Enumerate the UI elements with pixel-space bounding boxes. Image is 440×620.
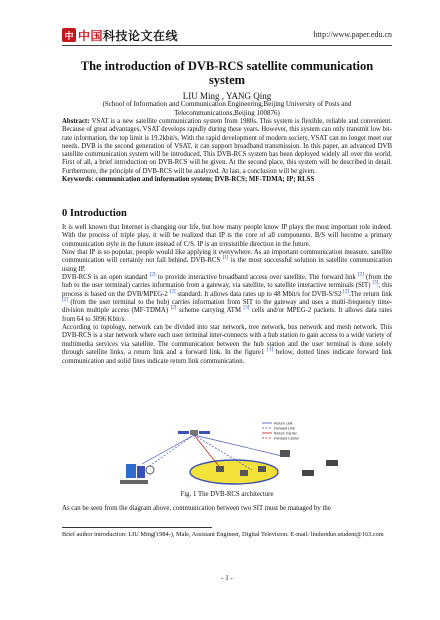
- citation-link[interactable]: [2]: [62, 297, 68, 303]
- header-rule: [62, 45, 392, 46]
- citation-link[interactable]: [1]: [267, 347, 274, 353]
- paragraph-1: It is well known that Internet is changing our life, but how many people know IP plays the most important role indeed. With the process of triple play, it will be realized that IP is the core of all components. B/S will become a primary communication style in the future instead of C/S. IP is an irresistible direction in the future.: [62, 224, 392, 248]
- citation-link[interactable]: [3]: [372, 281, 379, 287]
- keywords-text: communication and information system; DVB-RCS; MF-TDMA; IP; RLSS: [95, 176, 315, 184]
- section-heading-introduction: 0 Introduction: [62, 208, 127, 219]
- footnote-rule: [62, 527, 212, 528]
- svg-text:Forward Carrier: Forward Carrier: [274, 436, 300, 441]
- citation-link[interactable]: [2]: [169, 289, 176, 295]
- remote-terminals-icon: [280, 450, 338, 476]
- abstract-label: Abstract:: [62, 118, 90, 125]
- link-line: [194, 435, 282, 456]
- logo-mark-icon: 中: [62, 28, 76, 42]
- logo-text-red: 中国: [78, 28, 104, 43]
- page-header: [62, 27, 392, 43]
- paragraph-4: According to topology, network can be divided into star network, tree network, bus network and mesh network. This DVB-RCS is a star network where each user terminal inter-connects with a hub station to gain access to a wide variety of multimedia services via satellite. The communication between the hub station and the user terminal is done solely through satellite links, a return link and a forward link. In the figure1 [1] below, dotted lines indicate forward link communication and solid lines indicate return link communication.: [62, 324, 392, 365]
- figure-caption: Fig. 1 The DVB-RCS architecture: [180, 491, 274, 498]
- link-line: [142, 435, 194, 464]
- paper-affiliation: (School of Information and Communication Engineering,Beijing University of Posts and Telecommunications,Beijing 100876): [102, 100, 352, 117]
- site-logo[interactable]: [62, 27, 178, 43]
- svg-text:Return Link: Return Link: [274, 421, 293, 426]
- dvb-rcs-architecture-figure: [112, 420, 348, 488]
- site-url[interactable]: http://www.paper.edu.cn: [313, 30, 392, 39]
- hub-station-icon: [120, 464, 154, 484]
- citation-link[interactable]: [2]: [170, 306, 177, 312]
- logo-text-black: 科技论文在线: [103, 28, 179, 43]
- paragraph-2: Now that IP is so popular, people would like applying it everywhere. As an important communication measure, satellite communication will certainly not fall behind. DVB-RCS [1] is the most successful solution in satellite communication using IP.: [62, 249, 392, 273]
- citation-link[interactable]: [2]: [149, 272, 156, 278]
- svg-text:Forward Link: Forward Link: [274, 426, 295, 431]
- citation-link[interactable]: [1]: [222, 256, 229, 262]
- paper-title: The introduction of DVB-RCS satellite communication system: [80, 59, 374, 87]
- svg-text:Return Carrier: Return Carrier: [274, 431, 297, 436]
- author-footnote: Brief author introduction: LIU Ming(1984-), Male, Assistant Engineer, Digital Television. E-mail: liuduoduo.student@163.com: [62, 531, 384, 538]
- introduction-body: [62, 224, 392, 366]
- paragraph-after-figure: As can be seen from the diagram above, communication between two SIT must be managed by the: [62, 505, 331, 512]
- page-number: - 1 -: [221, 574, 233, 582]
- citation-link[interactable]: [3]: [243, 306, 250, 312]
- figure-legend: [262, 422, 300, 441]
- keywords-label: Keywords:: [62, 176, 94, 184]
- abstract: [62, 118, 392, 184]
- citation-link[interactable]: [2]: [343, 289, 350, 295]
- satellite-icon: [178, 430, 210, 435]
- paragraph-3: DVB-RCS is an open standard [2] to provide interactive broadband access over satellite. The forward link [2] (from the hub to the user terminal) carries information from a gateway, via satellite, to satellite interactive terminals (SIT) [3]; this process is based on the DVB/MPEG-2 [2] standard. It allows data rates up to 48 Mbit/s for DVB-S/S2 [2].The return link [2] (from the user terminal to the hub) carries information from SIT to the gateway and uses a multi-frequency time-division multiple access (MF-TDMA) [2] scheme carrying ATM [3] cells and/or MPEG-2 packets. It allows data rates from 64 to 3096 Kbit/s.: [62, 272, 393, 323]
- citation-link[interactable]: [2]: [357, 272, 364, 278]
- paper-authors: LIU Ming , YANG Qing: [182, 91, 272, 101]
- link-line: [148, 435, 194, 467]
- abstract-text: VSAT is a new satellite communication system from 1980s. This system is flexible, reliable and convenient. Because of great advantages, VSAT develops rapidly during these years. However, this system can only transmit low bit-rate information, the top limit is 19.2kbit/s. With the rapid development of modern society, VSAT can no longer meet our needs. DVB is the second generation of VSAT, it can support broadband transmission. In this paper, an advanced DVB satellite communication system will be introduced, This DVB-RCS system has been deployed widely all over the world. First of all, a brief introduction on DVB-RCS will be given. At the second place, this system will be described in detail. Furthermore, the principle of DVB-RCS will be analyzed. At last, a conclusion will be given.: [62, 118, 393, 175]
